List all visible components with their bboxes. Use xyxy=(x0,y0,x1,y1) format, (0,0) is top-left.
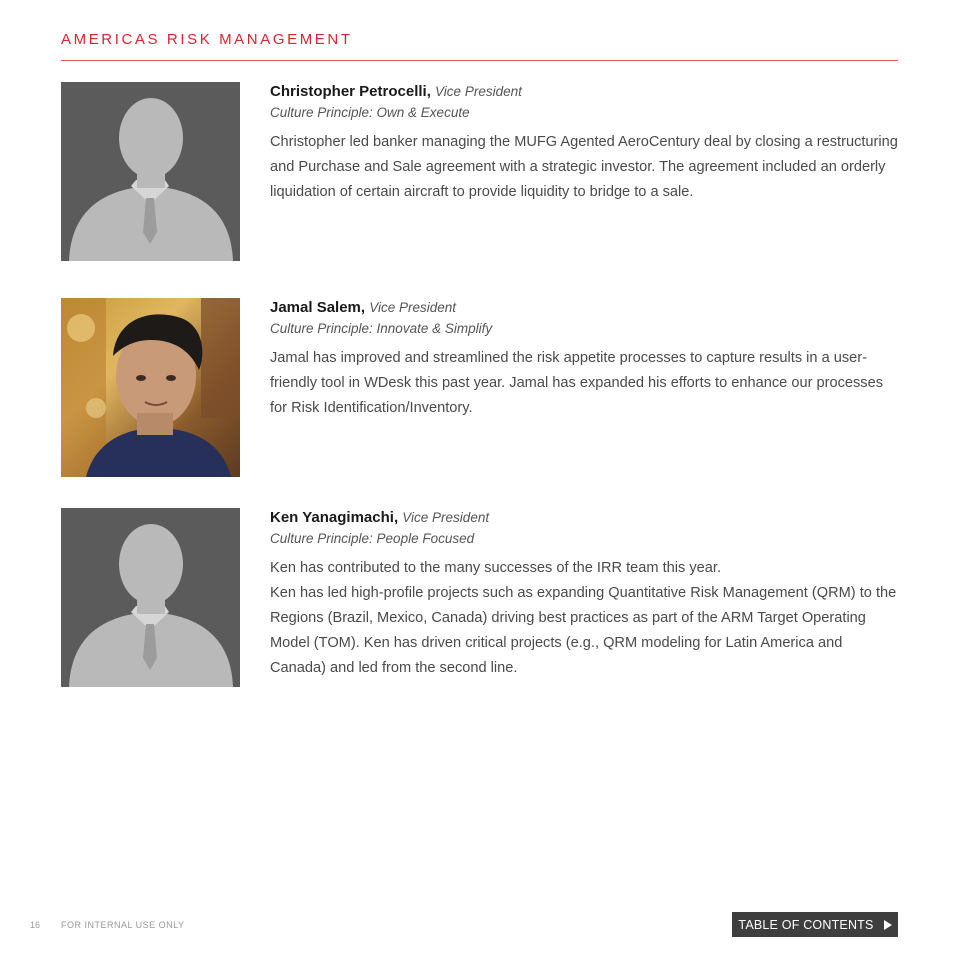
culture-principle: Culture Principle: People Focused xyxy=(270,531,475,546)
person-role: Vice President xyxy=(435,84,522,99)
person-name: Jamal Salem, xyxy=(270,299,366,316)
person-bio xyxy=(270,346,898,421)
page-number: 16 xyxy=(30,920,41,930)
person-heading xyxy=(270,508,898,527)
person-entry xyxy=(270,298,898,421)
section-divider xyxy=(61,60,898,61)
internal-use-note: FOR INTERNAL USE ONLY xyxy=(61,920,185,930)
toc-label: TABLE OF CONTENTS xyxy=(738,917,874,932)
person-bio xyxy=(270,556,898,681)
person-entry xyxy=(270,508,898,681)
person-role: Vice President xyxy=(402,510,490,525)
person-silhouette-icon xyxy=(61,82,240,261)
profile-photo-placeholder xyxy=(61,82,240,261)
person-silhouette-icon xyxy=(61,508,240,687)
person-name: Christopher Petrocelli, xyxy=(270,83,431,100)
person-entry xyxy=(270,82,898,205)
portrait-photo xyxy=(61,298,240,477)
play-arrow-icon xyxy=(884,920,892,930)
profile-photo-placeholder xyxy=(61,508,240,687)
bio-paragraph: Ken has contributed to the many successes of the IRR team this year. xyxy=(270,560,722,576)
table-of-contents-button[interactable] xyxy=(732,912,898,937)
culture-principle: Culture Principle: Own & Execute xyxy=(270,105,470,120)
person-heading xyxy=(270,82,898,101)
bio-paragraph: Christopher led banker managing the MUFG Agented AeroCentury deal by closing a restructuring and Purchase and Sale agreement with a strategic investor. The agreement included an orderly liquidation of certain aircraft to provide liquidity to bridge to a sale. xyxy=(270,134,898,200)
culture-principle: Culture Principle: Innovate & Simplify xyxy=(270,321,493,336)
person-bio xyxy=(270,130,898,205)
person-role: Vice President xyxy=(369,300,457,315)
person-heading xyxy=(270,298,898,317)
bio-paragraph: Jamal has improved and streamlined the risk appetite processes to capture results in a user-friendly tool in WDesk this past year. Jamal has expanded his efforts to enhance our processes for Risk Identification/Inventory. xyxy=(270,350,883,416)
profile-photo xyxy=(61,298,240,477)
bio-paragraph: Ken has led high-profile projects such as expanding Quantitative Risk Management (QRM) to the Regions (Brazil, Mexico, Canada) driving best practices as part of the ARM Target Operating Model (TOM). Ken has driven critical projects (e.g., QRM modeling for Latin America and Canada) and led from the second line. xyxy=(270,585,897,676)
person-name: Ken Yanagimachi, xyxy=(270,509,399,526)
section-title: AMERICAS RISK MANAGEMENT xyxy=(61,31,353,48)
